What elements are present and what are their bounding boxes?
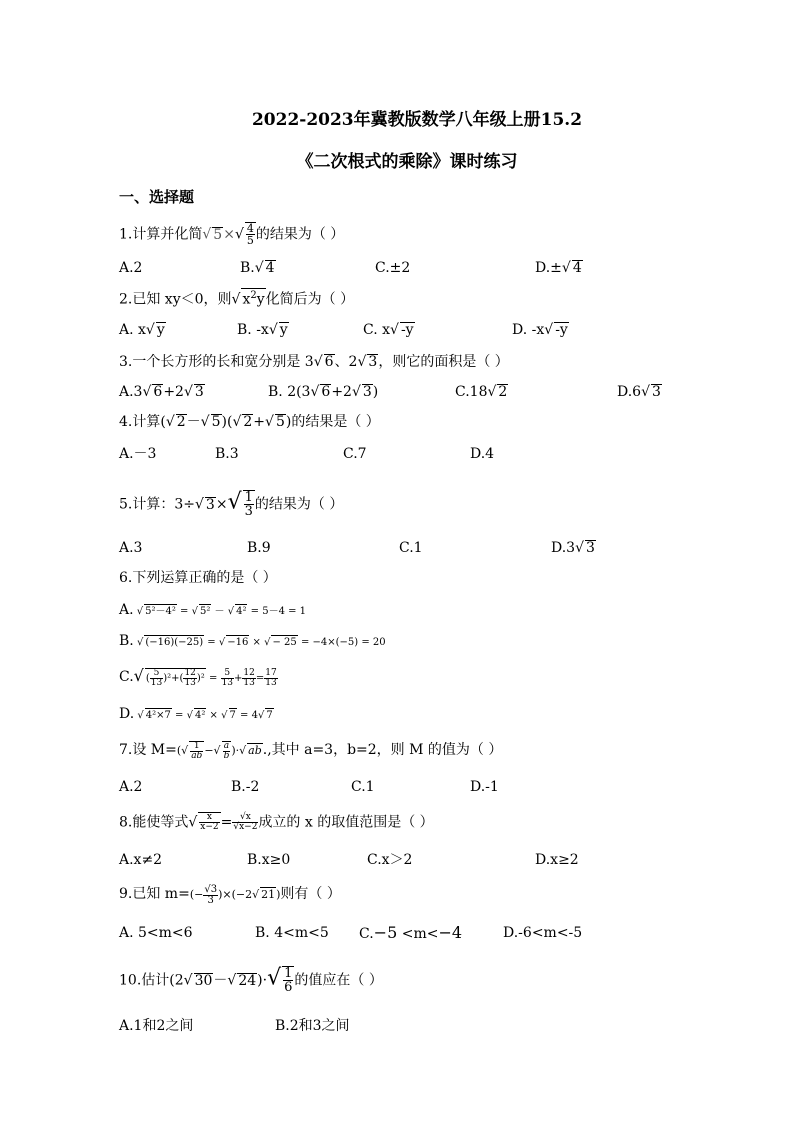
question-10: 10.估计(2√ 30－√ 24)·√ $\frac{1}{6}$ 的值应在（ ） xyxy=(119,965,383,995)
option-8b: B.x≥0 xyxy=(247,852,291,868)
option-5b: B.9 xyxy=(247,540,271,556)
question-6: 6.下列运算正确的是（ ） xyxy=(119,570,277,586)
option-7b: B.-2 xyxy=(231,779,260,795)
option-1b: B.√ 4 xyxy=(240,260,275,276)
option-3a: A.3√ 6+2√ 3 xyxy=(119,384,204,400)
page-subtitle: 《二次根式的乘除》课时练习 xyxy=(296,152,518,172)
question-2: 2.已知 xy＜0，则√ $x^2y$化简后为（ ） xyxy=(119,290,355,308)
option-6a: A. √ 5²－4² = √ 5² － √ 4² = 5－4 = 1 xyxy=(119,602,307,618)
option-7c: C.1 xyxy=(351,779,375,795)
option-6b: B. √ (−16)(−25) = √ −16 × √ − 25 = −4×(−5) = 20 xyxy=(119,633,386,649)
option-1d: D.±√ 4 xyxy=(535,260,582,276)
question-5: 5.计算：3÷√ 3×√ $\frac{1}{3}$ 的结果为（ ） xyxy=(119,489,344,519)
option-8a: A.x≠2 xyxy=(119,852,163,868)
option-10b: B.2和3之间 xyxy=(275,1018,350,1034)
option-9a: A. 5<m<6 xyxy=(119,925,193,941)
question-7: 7.设 M=(√ $\frac{1}{ab}$ −√ $\frac{a}{b}$ )·√ ab.,其中 a=3，b=2，则 M 的值为（ ） xyxy=(119,740,503,761)
option-8d: D.x≥2 xyxy=(535,852,579,868)
option-2a: A. x√ y xyxy=(119,322,165,338)
option-1c: C.±2 xyxy=(375,260,411,276)
option-6d: D. √ 4²×7 = √ 4² × √ 7 = 4√ 7 xyxy=(119,706,273,722)
option-10a: A.1和2之间 xyxy=(119,1018,194,1034)
option-2d: D. -x√ -y xyxy=(512,322,568,338)
option-3d: D.6√ 3 xyxy=(617,384,661,400)
option-7d: D.-1 xyxy=(470,779,499,795)
question-3: 3.一个长方形的长和宽分别是 3√ 6、2√ 3，则它的面积是（ ） xyxy=(119,354,509,370)
option-8c: C.x＞2 xyxy=(367,852,413,868)
option-5a: A.3 xyxy=(119,540,143,556)
option-4d: D.4 xyxy=(470,446,495,462)
question-4: 4.计算(√ 2－√ 5)(√ 2+√ 5)的结果是（ ） xyxy=(119,414,380,430)
option-4c: C.7 xyxy=(343,446,367,462)
option-9b: B. 4<m<5 xyxy=(255,925,329,941)
option-6c: C.√ ( $\frac{5}{13}$ )²+( $\frac{12}{13}$ )² = $\frac{5}{13}$ + $\frac{12}{13}$ = $\frac{17}{13}$ xyxy=(119,666,277,688)
option-3b: B. 2(3√ 6+2√ 3) xyxy=(268,384,379,400)
page-title: 2022-2023年冀教版数学八年级上册15.2 xyxy=(251,110,583,130)
question-9: 9.已知 m=(− $\frac{√3}{3}$ )×(−2√ 21)则有（ ） xyxy=(119,883,341,906)
question-1: 1.计算并化简√ 5×√ $\frac{4}{5}$ 的结果为（ ） xyxy=(119,222,345,247)
option-9d: D.-6<m<-5 xyxy=(503,925,583,941)
option-3c: C.18√ 2 xyxy=(455,384,508,400)
option-7a: A.2 xyxy=(119,779,143,795)
option-2b: B. -x√ y xyxy=(237,322,288,338)
option-9c: C.−5 <m<−4 xyxy=(359,923,463,942)
question-8: 8.能使等式√ $\frac{x}{x-2}$ = $\frac{√x}{√x-2}$ 成立的 x 的取值范围是（ ） xyxy=(119,812,434,832)
option-5c: C.1 xyxy=(399,540,423,556)
option-5d: D.3√ 3 xyxy=(551,540,595,556)
option-1a: A.2 xyxy=(119,260,143,276)
section-heading: 一、选择题 xyxy=(119,188,195,206)
option-2c: C. x√ -y xyxy=(363,322,414,338)
option-4a: A.－3 xyxy=(119,446,157,462)
option-4b: B.3 xyxy=(215,446,239,462)
